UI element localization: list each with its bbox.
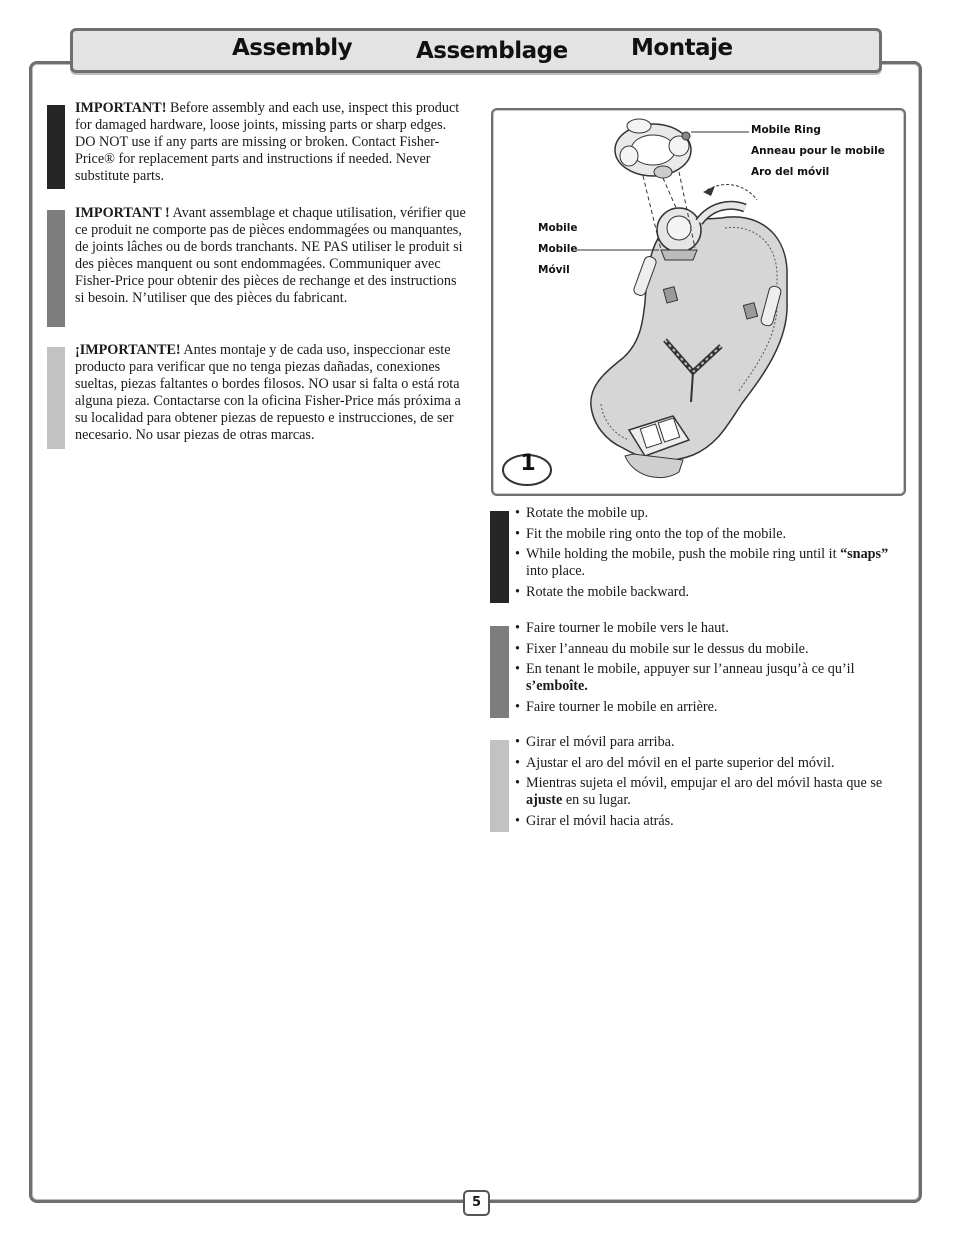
warning-english-text <box>75 100 467 185</box>
warning-label: ¡IMPORTANTE! <box>75 342 181 358</box>
warning-english <box>47 100 467 189</box>
title-english: Assembly <box>232 35 353 61</box>
steps-list-spanish <box>515 734 900 833</box>
warning-french <box>47 205 467 327</box>
step-emphasis: “snaps” <box>840 546 889 562</box>
language-bar-french <box>490 626 509 718</box>
language-bar-english <box>47 105 65 189</box>
callout-mobile <box>538 218 578 281</box>
warning-spanish-text <box>75 342 467 444</box>
callout-mobile-es: Móvil <box>538 264 570 276</box>
callout-mobile-en: Mobile <box>538 222 578 234</box>
title-french: Assemblage <box>416 38 568 64</box>
step-emphasis: s’emboîte. <box>526 678 588 694</box>
page-number: 5 <box>463 1190 490 1216</box>
warning-body: Avant assemblage et chaque utilisation, vérifier que ce produit ne comporte pas de pièces endommagées ou manquantes, de joints lâches ou de bords tranchants. NE PAS utiliser le produit si des pièces manquent ou sont endommagées. Communiquer avec Fisher-Price pour obtenir des pièces de rechange et des instructions si besoin. N’utiliser que des pièces du fabricant. <box>75 205 466 306</box>
warning-french-text <box>75 205 467 307</box>
list-item: • Rotate the mobile up. <box>515 505 900 522</box>
callout-ring-en: Mobile Ring <box>751 124 821 136</box>
list-item: • Ajustar el aro del móvil en el parte superior del móvil. <box>515 755 900 772</box>
list-item: • Faire tourner le mobile vers le haut. <box>515 620 900 637</box>
warning-spanish <box>47 342 467 449</box>
language-bar-spanish <box>47 347 65 449</box>
list-item <box>515 661 900 695</box>
language-bar-french <box>47 210 65 327</box>
warning-body: Before assembly and each use, inspect this product for damaged hardware, loose joints, missing parts or sharp edges. DO NOT use if any parts are missing or broken. Contact Fisher-Price® for replacement parts and instructions if needed. Never substitute parts. <box>75 100 460 184</box>
callout-ring-fr: Anneau pour le mobile <box>751 145 885 157</box>
list-item: • Faire tourner le mobile en arrière. <box>515 699 900 716</box>
list-item: • Girar el móvil para arriba. <box>515 734 900 751</box>
list-item: • Girar el móvil hacia atrás. <box>515 813 900 830</box>
step-text: en su lugar. <box>562 792 631 808</box>
steps-list-english <box>515 505 900 604</box>
callout-mobile-ring <box>751 120 885 183</box>
list-item: • Fixer l’anneau du mobile sur le dessus du mobile. <box>515 641 900 658</box>
title-spanish: Montaje <box>631 35 733 61</box>
list-item: • Fit the mobile ring onto the top of the mobile. <box>515 526 900 543</box>
steps-spanish <box>490 734 910 832</box>
callout-mobile-fr: Mobile <box>538 243 578 255</box>
callout-ring-es: Aro del móvil <box>751 166 830 178</box>
list-item <box>515 775 900 809</box>
list-item <box>515 546 900 580</box>
warning-label: IMPORTANT! <box>75 100 167 116</box>
list-item: • Rotate the mobile backward. <box>515 584 900 601</box>
steps-french <box>490 620 910 718</box>
step-text: En tenant le mobile, appuyer sur l’anneau jusqu’à ce qu’il <box>526 661 855 677</box>
step-text: Mientras sujeta el móvil, empujar el aro del móvil hasta que se <box>526 775 883 791</box>
step-text: While holding the mobile, push the mobile ring until it <box>526 546 841 562</box>
step-text: into place. <box>526 563 586 579</box>
steps-english <box>490 505 910 603</box>
step-emphasis: ajuste <box>526 792 563 808</box>
steps-list-french <box>515 620 900 719</box>
language-bar-spanish <box>490 740 509 832</box>
language-bar-english <box>490 511 509 603</box>
assembly-illustration <box>491 108 906 496</box>
warning-label: IMPORTANT ! <box>75 205 170 221</box>
warning-body: Antes montaje y de cada uso, inspeccionar este producto para verificar que no tenga piezas dañadas, conexiones sueltas, piezas faltantes o bordes filosos. NO usar si falta o está rota alguna pieza. Contactarse con la oficina Fisher-Price más próxima a su localidad para obtener piezas de repuesto e instrucciones, de ser necesario. No usar piezas de otras marcas. <box>75 342 461 443</box>
step-number: 1 <box>520 451 536 476</box>
